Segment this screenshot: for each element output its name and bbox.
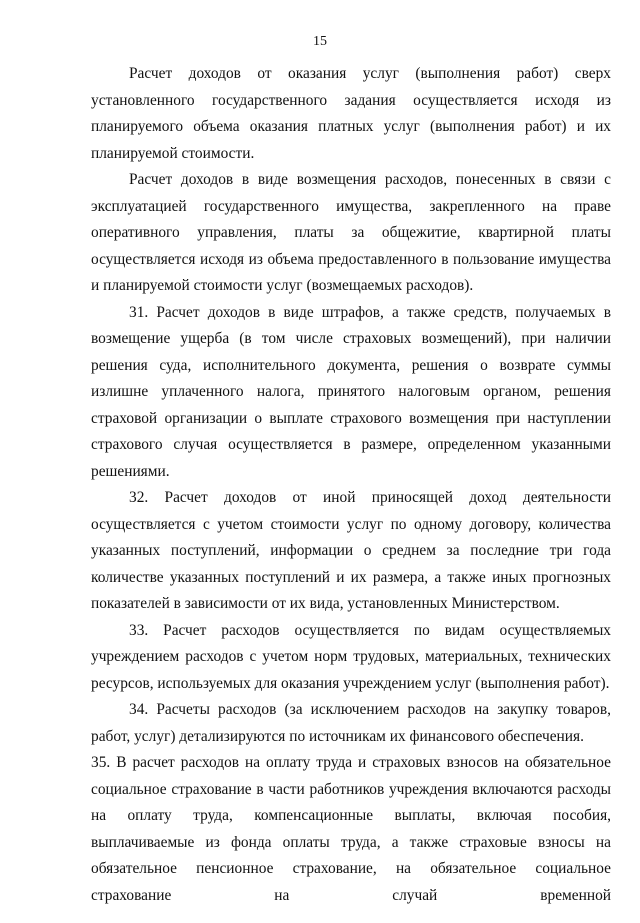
page-number: 15 [313, 34, 327, 49]
paragraph-31: 31. Расчет доходов в виде штрафов, а также средств, получаемых в возмещение ущерба (в том числе страховых возмещений), при наличии решения суда, исполнительного документа, решения о возврате суммы излишне уплаченного налога, принятого налоговым органом, решения страховой организации о выплате страхового возмещения при наступлении страхового случая осуществляется в размере, определенном указанными решениями. [91, 303, 611, 480]
paragraph-32: 32. Расчет доходов от иной приносящей доход деятельности осуществляется с учетом стоимости услуг по одному договору, количества указанных поступлений, информации о среднем за последние три года количестве указанных поступлений и их размера, а также иных прогнозных показателей в зависимости от их вида, установленных Министерством. [91, 489, 611, 612]
paragraph-35: 35. В расчет расходов на оплату труда и страховых взносов на обязательное социальное страхование в части работников учреждения включаются расходы на оплату труда, компенсационные выплаты, включая пособия, выплачиваемые из фонда оплаты труда, а также страховые взносы на обязательное пенсионное страхование, на обязательное социальное страхование на случай временной [91, 754, 611, 904]
paragraph-income-reimbursement: Расчет доходов в виде возмещения расходов, понесенных в связи с эксплуатацией государственного имущества, закрепленного на праве оперативного управления, платы за общежитие, квартирной платы осуществляется исходя из объема предоставленного в пользование имущества и планируемой стоимости услуг (возмещаемых расходов). [91, 171, 611, 294]
paragraph-33: 33. Расчет расходов осуществляется по видам осуществляемых учреждением расходов с учетом норм трудовых, материальных, технических ресурсов, используемых для оказания учреждением услуг (выполнения работ). [91, 621, 611, 692]
document-body [91, 61, 611, 909]
paragraph-income-services: Расчет доходов от оказания услуг (выполнения работ) сверх установленного государственного задания осуществляется исходя из планируемого объема оказания платных услуг (выполнения работ) и их планируемой стоимости. [91, 65, 611, 162]
paragraph-34: 34. Расчеты расходов (за исключением расходов на закупку товаров, работ, услуг) детализируются по источникам их финансового обеспечения. [91, 701, 611, 745]
